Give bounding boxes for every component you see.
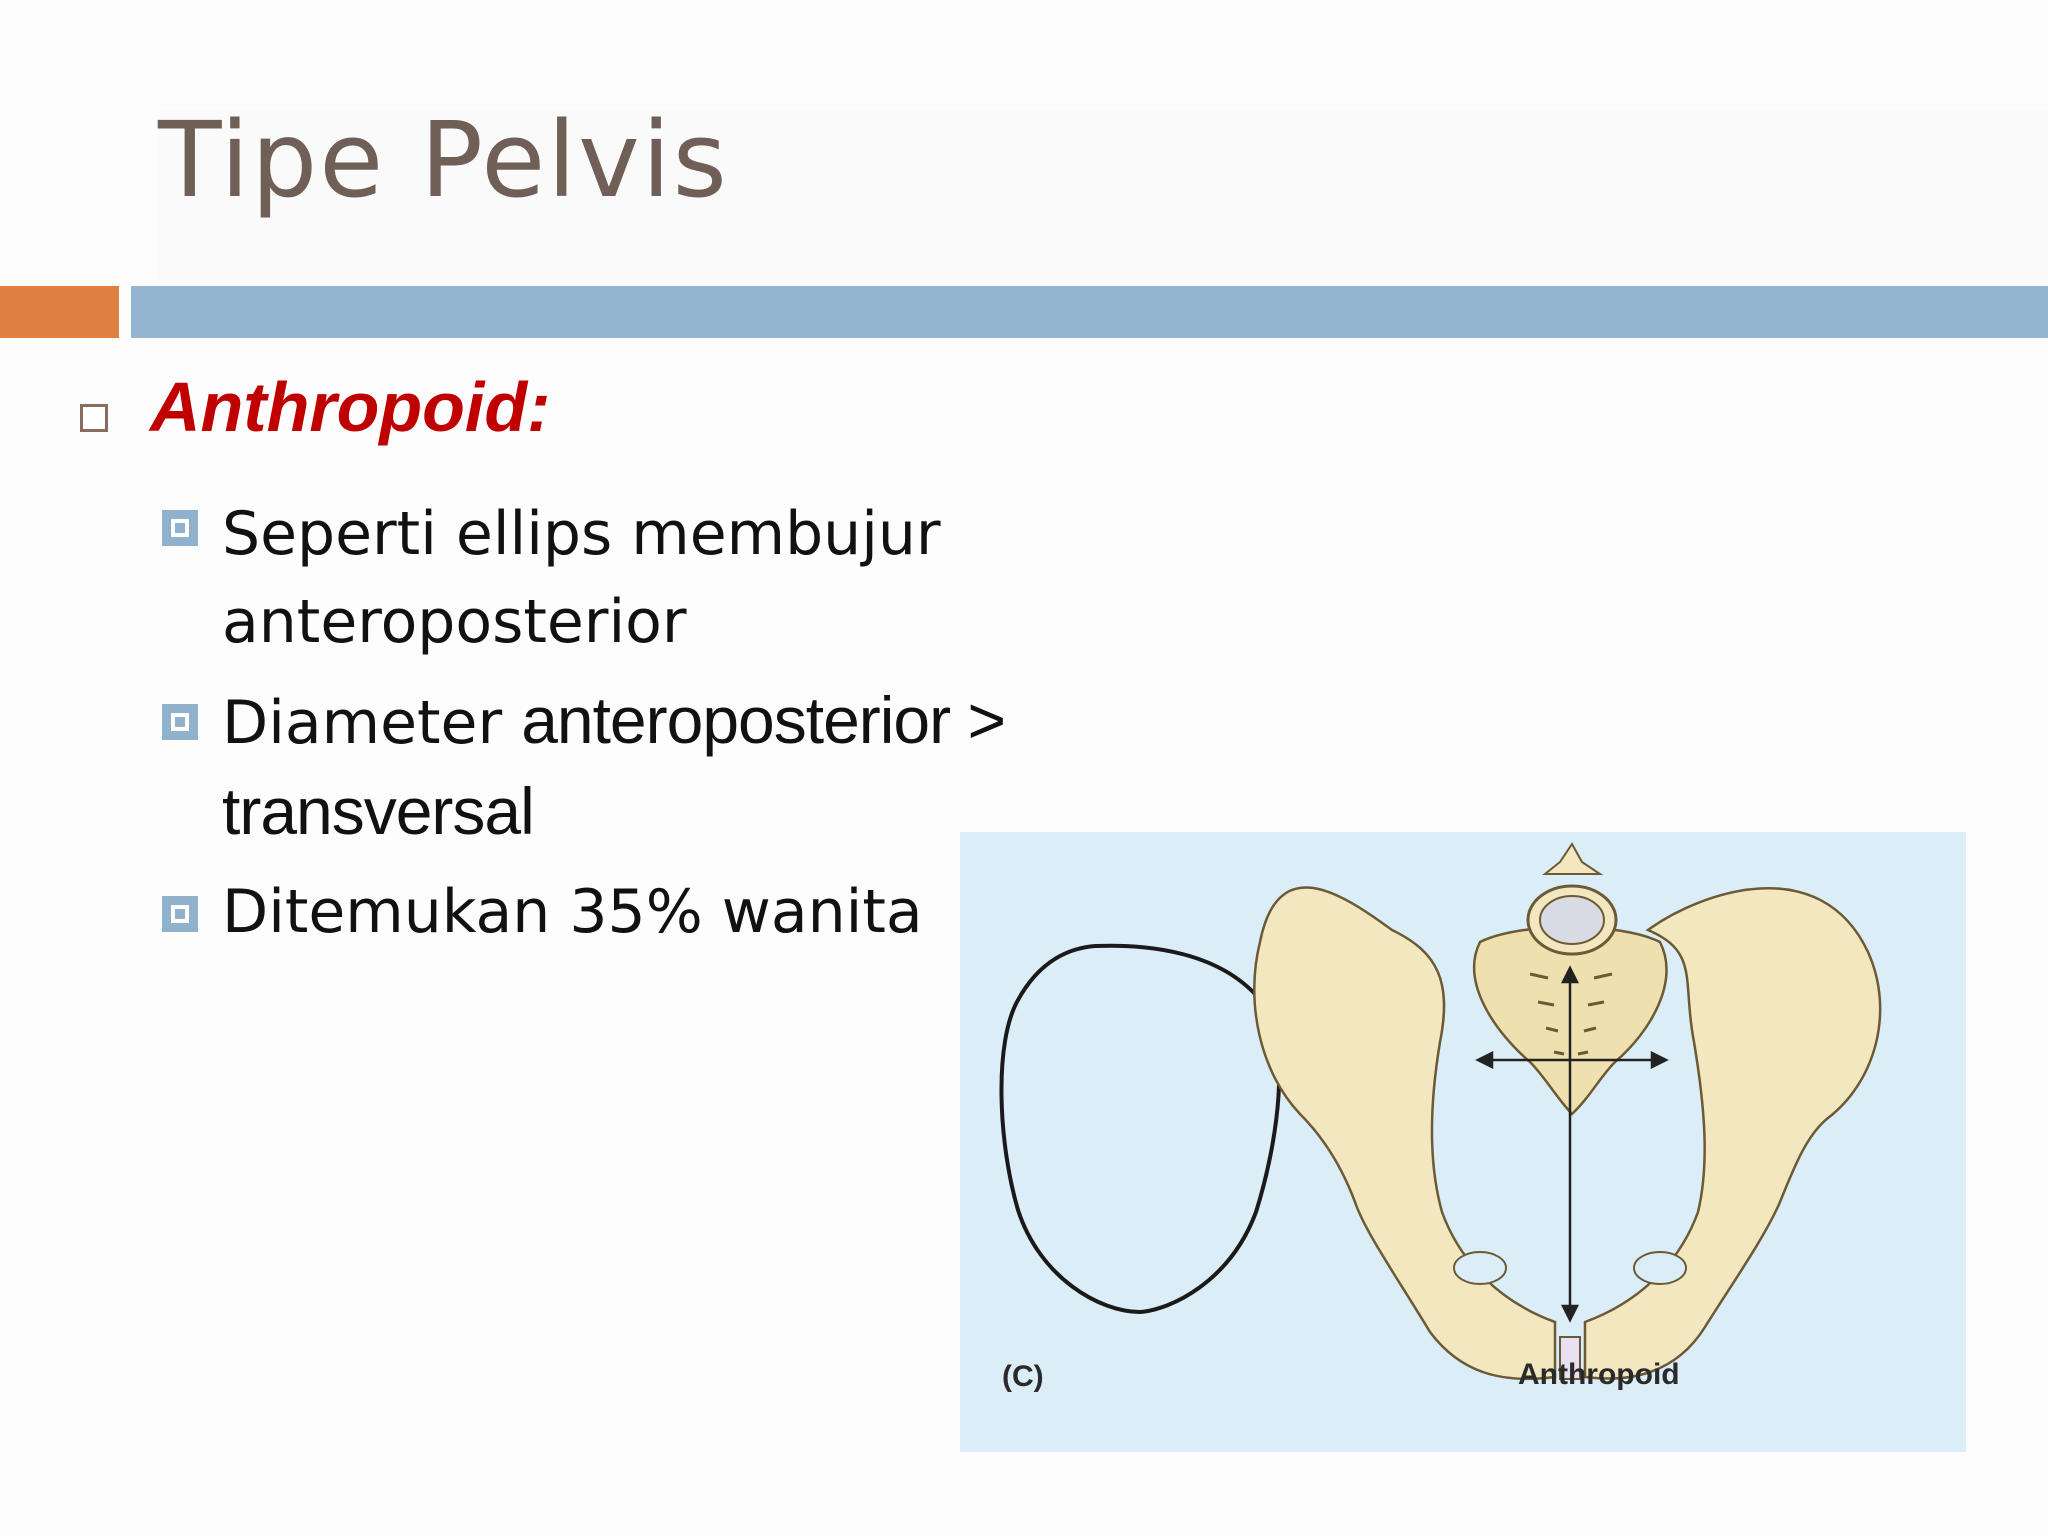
figure-caption: Anthropoid bbox=[1518, 1358, 1680, 1391]
figure-panel-label: (C) bbox=[1002, 1360, 1044, 1393]
bullet-line-2: anteroposterior bbox=[222, 587, 687, 657]
square-bullet-icon bbox=[162, 704, 198, 740]
section-heading: Anthropoid: bbox=[150, 368, 551, 446]
right-obturator bbox=[1634, 1252, 1686, 1284]
pelvis-illustration bbox=[960, 832, 1966, 1452]
square-bullet-icon bbox=[162, 896, 198, 932]
bullet-text bbox=[222, 490, 941, 666]
accent-bar-orange bbox=[0, 286, 119, 338]
spinous-process bbox=[1545, 844, 1600, 874]
left-obturator bbox=[1454, 1252, 1506, 1284]
hollow-square-bullet-icon bbox=[80, 404, 108, 432]
bullet-line-2: transversal bbox=[222, 774, 534, 848]
square-bullet-icon bbox=[162, 510, 198, 546]
bullet-line-1: Seperti ellips membujur bbox=[222, 499, 941, 569]
bullet-line-1-part-b: anteroposterior > bbox=[521, 683, 1005, 757]
slide-title: Tipe Pelvis bbox=[158, 99, 729, 221]
vertebral-disc bbox=[1540, 896, 1604, 944]
inlet-outline bbox=[1001, 946, 1279, 1312]
anthropoid-pelvis-figure bbox=[960, 832, 1966, 1452]
bullet-text bbox=[222, 676, 1005, 855]
bullet-line-1-part-a: Diameter bbox=[222, 688, 522, 758]
bullet-line-1 bbox=[222, 676, 1005, 767]
accent-bar-blue bbox=[131, 286, 2048, 338]
bullet-text: Ditemukan 35% wanita bbox=[222, 877, 923, 947]
